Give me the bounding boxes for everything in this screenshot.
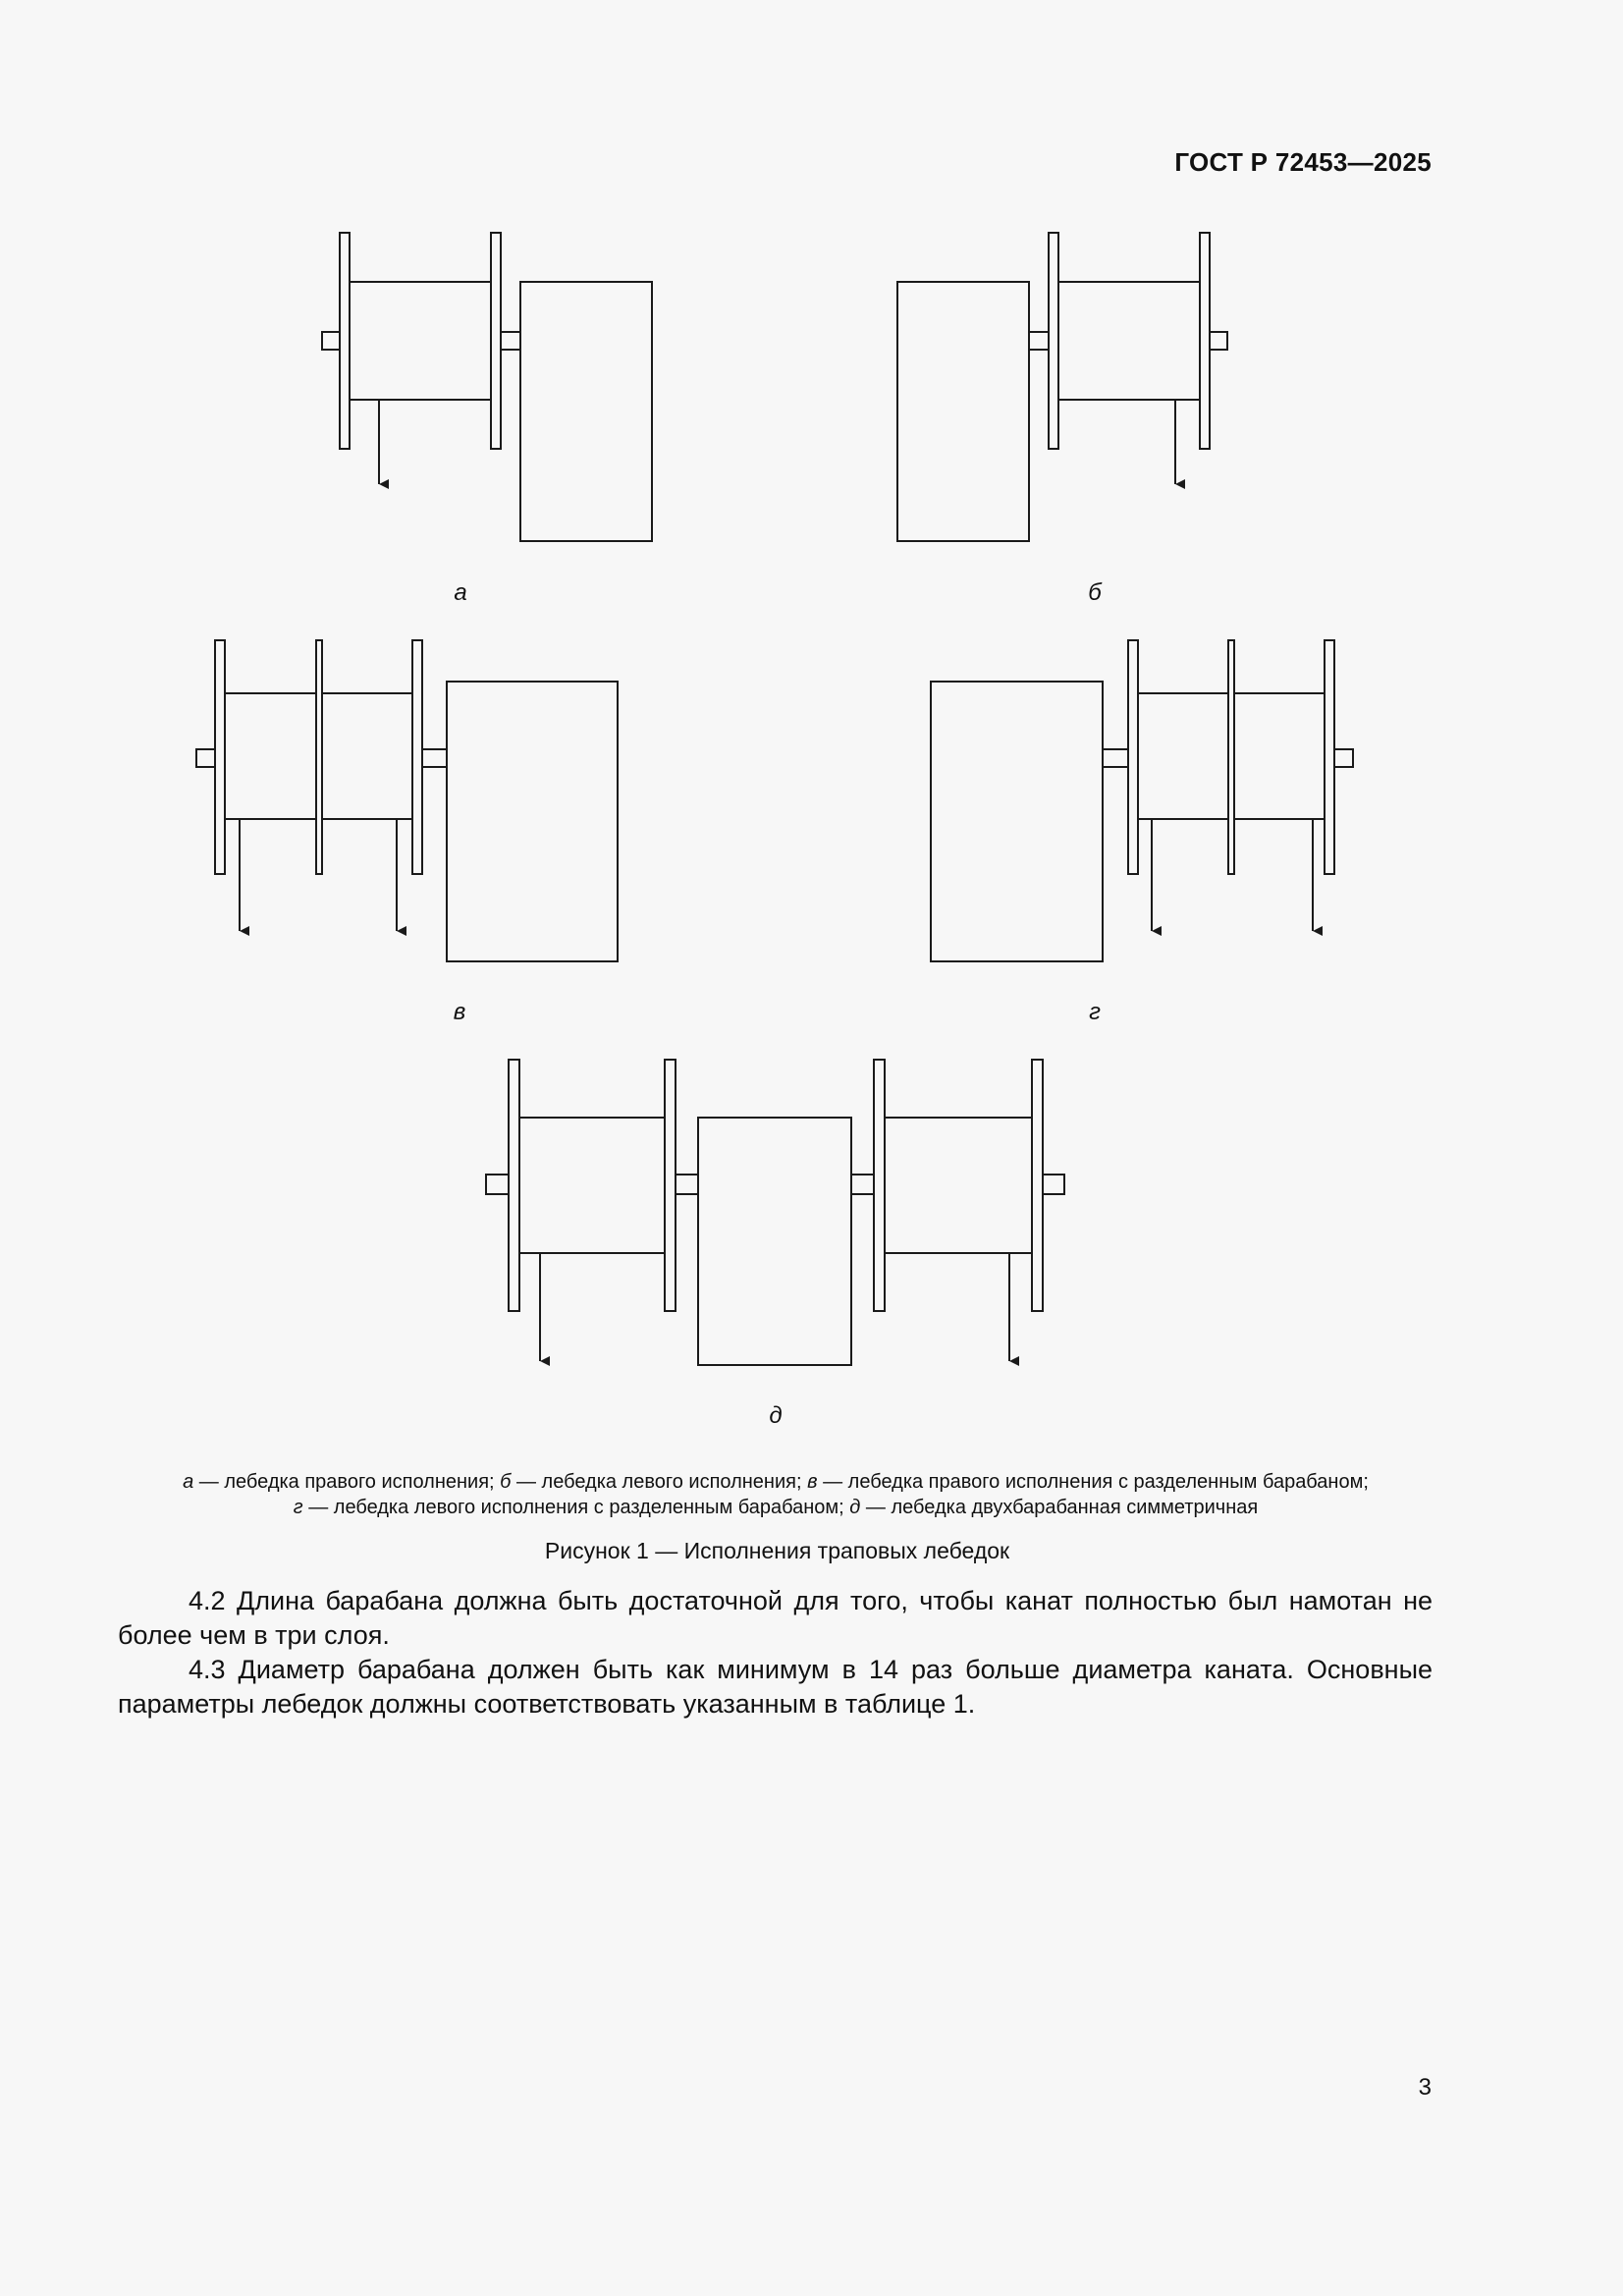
- figure-legend: [118, 1469, 1434, 1520]
- legend-text: — лебедка двухбарабанная симметричная: [860, 1497, 1259, 1518]
- winch-variant-b: [897, 233, 1227, 541]
- sublabel-v: в: [453, 999, 466, 1025]
- legend-text: — лебедка правого исполнения с разделенным барабаном;: [817, 1471, 1369, 1493]
- winch-variant-v: [196, 640, 618, 961]
- legend-letter: д: [849, 1497, 861, 1518]
- page-number: 3: [1418, 2074, 1432, 2101]
- sublabel-b: б: [1088, 579, 1102, 606]
- winch-variant-a: [322, 233, 652, 541]
- sublabel-d: д: [769, 1402, 783, 1429]
- sublabel-a: а: [454, 579, 467, 606]
- legend-line-2: [118, 1495, 1434, 1520]
- winch-variant-g: [931, 640, 1353, 961]
- sublabel-g: г: [1089, 999, 1101, 1025]
- document-code: ГОСТ Р 72453—2025: [1174, 147, 1432, 177]
- paragraph-4-2: 4.2 Длина барабана должна быть достаточной для того, чтобы канат полностью был намотан не более чем в три слоя.: [118, 1586, 1433, 1650]
- legend-letter: г: [293, 1497, 303, 1518]
- paragraph-4-3: 4.3 Диаметр барабана должен быть как минимум в 14 раз больше диаметра каната. Основные параметры лебедок должны соответствовать указанным в таблице 1.: [118, 1655, 1433, 1719]
- legend-letter: а: [183, 1471, 194, 1493]
- legend-line-1: [118, 1469, 1434, 1495]
- legend-text: — лебедка правого исполнения;: [193, 1471, 501, 1493]
- legend-text: — лебедка левого исполнения с разделенным барабаном;: [302, 1497, 850, 1518]
- legend-text: — лебедка левого исполнения;: [511, 1471, 808, 1493]
- winch-variant-d: [486, 1060, 1064, 1365]
- figure-caption: Рисунок 1 — Исполнения траповых лебедок: [544, 1538, 1010, 1563]
- legend-letter: б: [500, 1471, 512, 1493]
- legend-letter: в: [807, 1471, 818, 1493]
